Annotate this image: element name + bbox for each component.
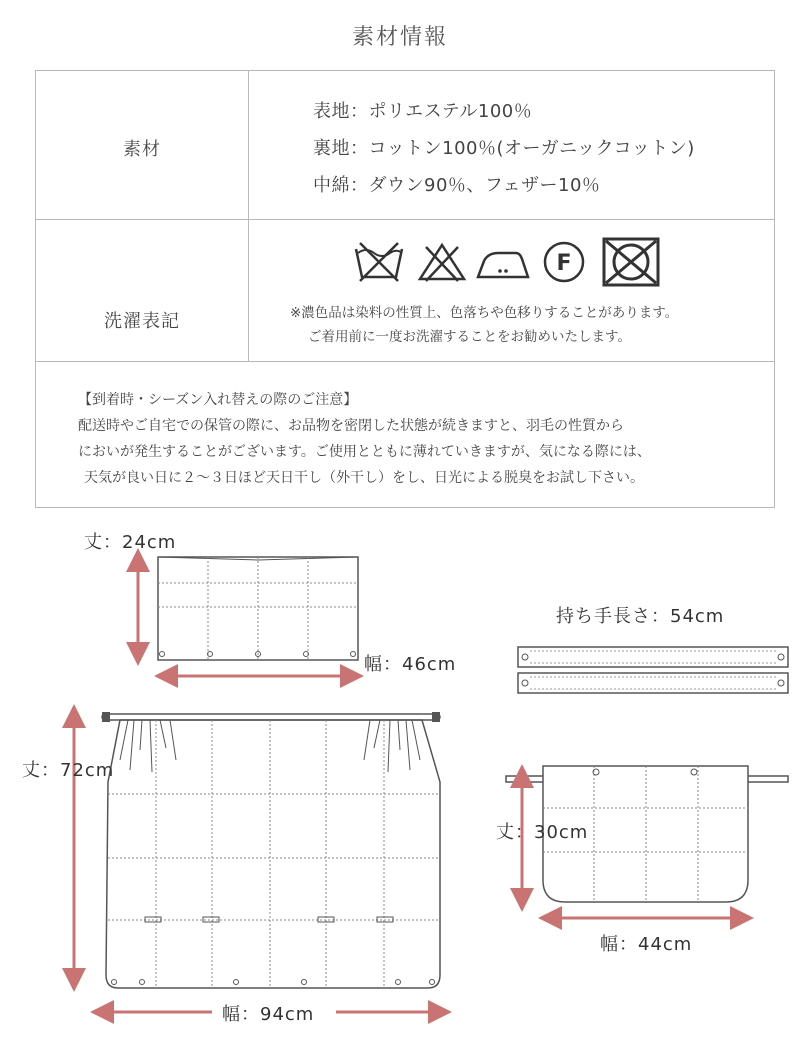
material-line: 裏地：コットン100％(オーガニックコットン): [313, 138, 695, 159]
washing-note: ※濃色品は染料の性質上、色落ちや色移りすることがあります。: [290, 305, 679, 321]
dry-clean-letter: F: [556, 251, 572, 276]
large-blanket-drawing: [102, 712, 440, 988]
handle-strips-drawing: [518, 647, 788, 693]
caution-heading: 【到着時・シーズン入れ替えの際のご注意】: [78, 392, 358, 408]
material-label: 素材: [123, 139, 161, 160]
bag-width-label: 幅：44cm: [600, 934, 693, 955]
material-line: 中綿：ダウン90％、フェザー10％: [313, 175, 601, 196]
small-pouch-drawing: [158, 557, 358, 660]
large-width-label: 幅：94cm: [222, 1004, 315, 1025]
washing-label: 洗濯表記: [104, 311, 180, 332]
caution-line: 天気が良い日に２～３日ほど天日干し（外干し）をし、日光による脱臭をお試し下さい。: [84, 470, 644, 486]
washing-note: ご着用前に一度お洗濯することをお勧めいたします。: [308, 329, 631, 345]
caution-line: においが発生することがございます。ご使用とともに薄れていきますが、気になる際には、: [78, 444, 651, 460]
bag-height-label: 丈：30cm: [496, 822, 589, 843]
caution-line: 配送時やご自宅での保管の際に、お品物を密閉した状態が続きますと、羽毛の性質から: [78, 418, 624, 434]
handle-length-label: 持ち手長さ：54cm: [556, 606, 725, 627]
small-height-label: 丈：24cm: [84, 532, 177, 553]
large-height-label: 丈：72cm: [22, 760, 115, 781]
small-width-label: 幅：46cm: [364, 654, 457, 675]
material-line: 表地：ポリエステル100％: [313, 101, 533, 122]
page-title: 素材情報: [351, 25, 448, 50]
